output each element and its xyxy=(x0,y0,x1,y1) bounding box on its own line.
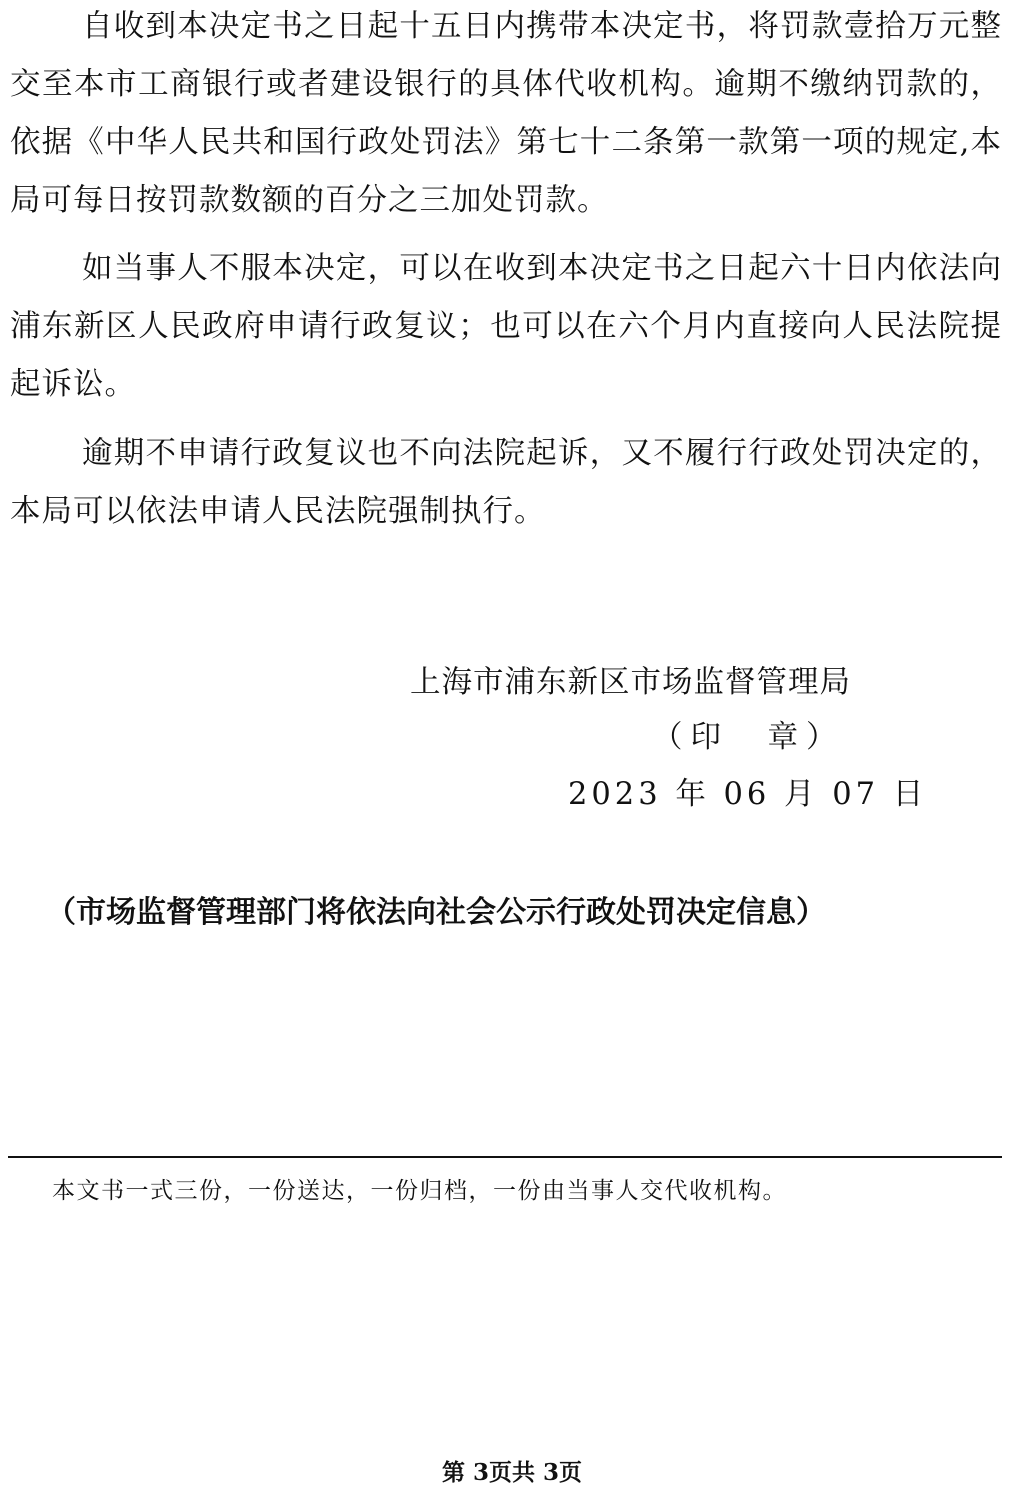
paragraph-payment-deadline: 自收到本决定书之日起十五日内携带本决定书，将罚款壹拾万元整交至本市工商银行或者建设银行的具体代收机构。逾期不缴纳罚款的，依据《中华人民共和国行政处罚法》第七十二条第一款第一项的规定,本局可每日按罚款数额的百分之三加处罚款。 xyxy=(10,9,1002,218)
page-number: 第 3页共 3页 xyxy=(441,1459,583,1486)
public-disclosure-notice: （市场监督管理部门将依法向社会公示行政处罚决定信息） xyxy=(46,895,826,930)
seal-placeholder: （印 章） xyxy=(652,720,845,755)
footer-divider xyxy=(8,1156,1002,1158)
paragraph-appeal-rights: 如当事人不服本决定，可以在收到本决定书之日起六十日内依法向浦东新区人民政府申请行政复议；也可以在六个月内直接向人民法院提起诉讼。 xyxy=(10,251,1002,402)
paragraph-enforcement: 逾期不申请行政复议也不向法院起诉，又不履行行政处罚决定的，本局可以依法申请人民法院强制执行。 xyxy=(10,436,1002,529)
issuing-organization: 上海市浦东新区市场监督管理局 xyxy=(410,665,851,700)
copies-note: 本文书一式三份，一份送达，一份归档，一份由当事人交代收机构。 xyxy=(52,1178,787,1204)
issue-date: 2023 年 06 月 07 日 xyxy=(568,777,928,812)
